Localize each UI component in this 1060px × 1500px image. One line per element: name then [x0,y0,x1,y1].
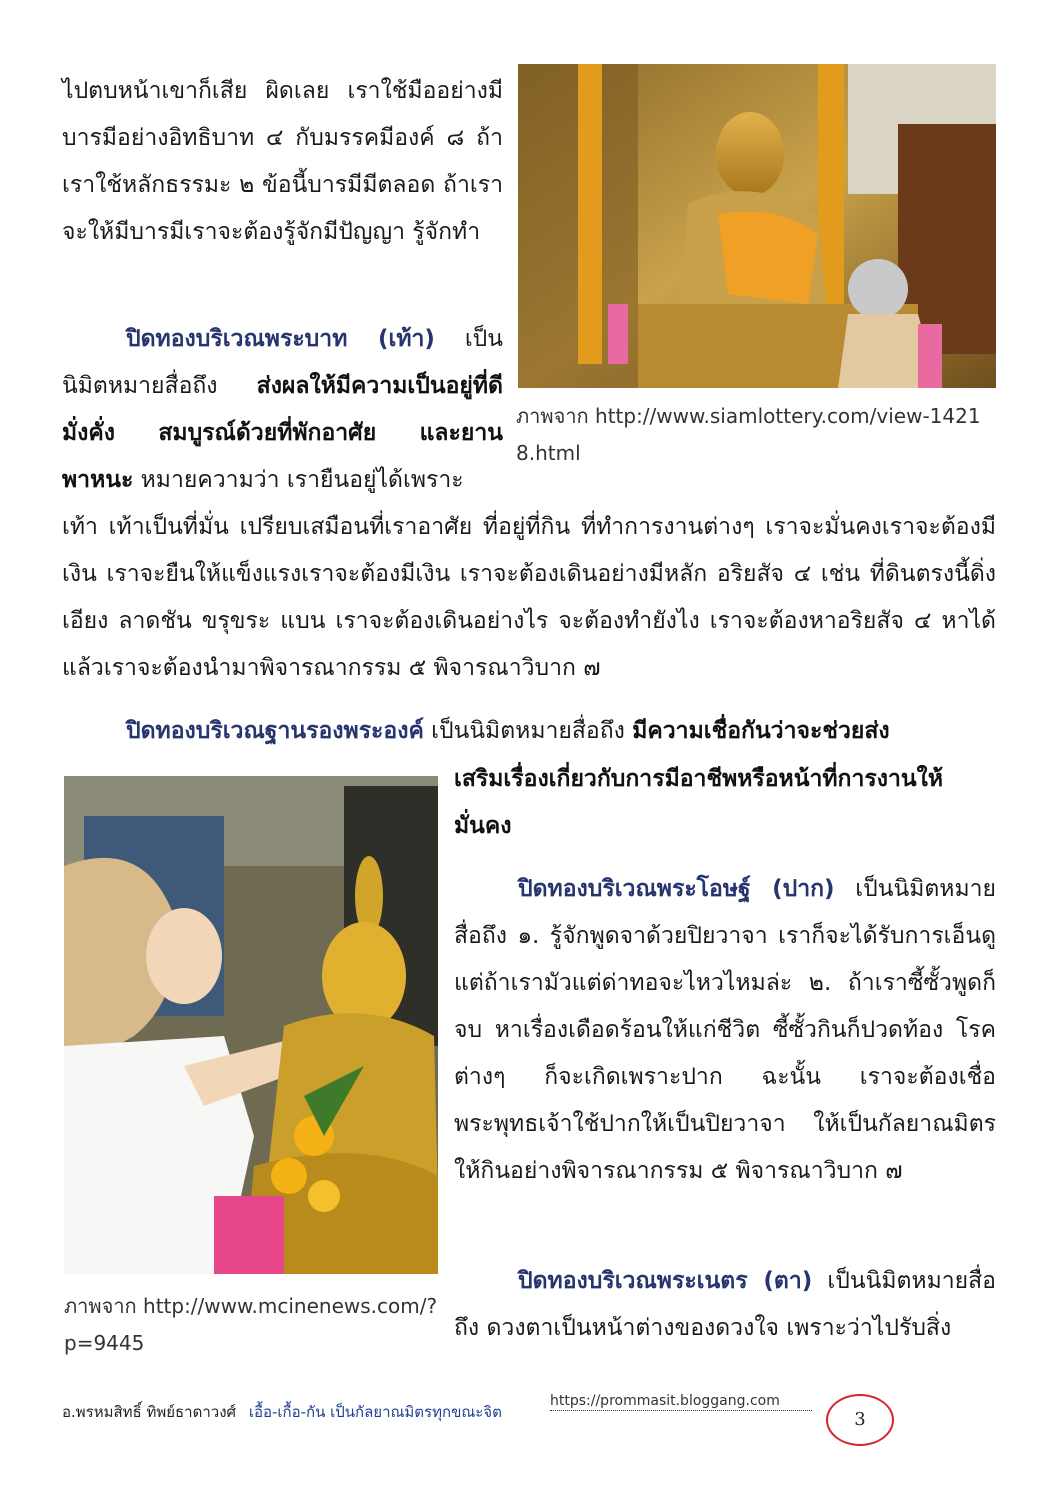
base-section-line1: ปิดทองบริเวณฐานรองพระองค์ เป็นนิมิตหมายสื่อถึง มีความเชื่อกันว่าจะช่วยส่ง [126,718,890,744]
intro-paragraph [62,68,503,256]
foot-body: เท้า เท้าเป็นที่มั่น เปรียบเสมือนที่เราอาศัย ที่อยู่ที่กิน ที่ทำการงานต่างๆ เราจะมั่นคงเราจะต้องมีเงิน เราจะยืนให้แข็งแรงเราจะต้องมีเงิน เราจะต้องเดินอย่างมีหลัก อริยสัจ ๔ เช่น ที่ดินตรงนี้ดิ่ง เอียง ลาดชัน ขรุขระ แบน เราจะต้องเดินอย่างไร จะต้องทำยังไง เราจะต้องหาอริยสัจ ๔ หาได้แล้วเราจะต้องนำมาพิจารณากรรม ๕ พิจารณาวิบาก ๗ [62,514,996,681]
base-heading: ปิดทองบริเวณฐานรองพระองค์ [126,718,424,744]
foot-emphasis: ส่งผลให้มีความเป็นอยู่ที่ดี มั่งคั่ง สมบูรณ์ด้วยที่พักอาศัย และยานพาหนะ [62,373,503,493]
base-emphasis-a: มีความเชื่อกันว่าจะช่วยส่ง [632,718,890,744]
photo-gilding-buddha [64,776,438,1274]
mouth-section [454,866,996,1195]
page-footer [62,1393,780,1424]
gilding-buddha-image [64,776,438,1274]
eyes-body: เป็นนิมิตหมายสื่อถึง ดวงตาเป็นหน้าต่างของดวงใจ เพราะว่าไปรับสิ่ง [454,1268,996,1341]
footer-author: อ.พรหมสิทธิ์ ทิพย์ธาดาวงศ์ [62,1403,237,1421]
foot-section: ปิดทองบริเวณพระบาท (เท้า) เป็นนิมิตหมายสื่อถึง ส่งผลให้มีความเป็นอยู่ที่ดี มั่งคั่ง สมบูรณ์ด้วยที่พักอาศัย และยานพาหนะ หมายความว่า เรายืนอยู่ได้เพราะ [62,326,504,493]
photo1-caption: ภาพจาก http://www.siamlottery.com/view-14218.html [516,404,981,465]
eyes-section [454,1258,996,1352]
foot-heading: ปิดทองบริเวณพระบาท (เท้า) [126,326,435,352]
photo2-caption: ภาพจาก http://www.mcinenews.com/?p=9445 [64,1294,438,1355]
base-emphasis-b: เสริมเรื่องเกี่ยวกับการมีอาชีพหรือหน้าที่การงานให้มั่นคง [454,766,943,839]
footer-url-link[interactable]: https://prommasit.bloggang.com [550,1393,812,1411]
photo-monk-statue [518,64,996,388]
mouth-heading: ปิดทองบริเวณพระโอษฐ์ (ปาก) [518,876,835,902]
base-section-rest [454,756,996,850]
mouth-body: เป็นนิมิตหมายสื่อถึง ๑. รู้จักพูดจาด้วยปิยวาจา เราก็จะได้รับการเอ็นดู แต่ถ้าเรามัวแต่ด่าทอจะไหวไหมล่ะ ๒. ถ้าเราซี้ซั้วพูดก็จบ หาเรื่องเดือดร้อนให้แก่ชีวิต ซี้ซั้วกินก็ปวดท้อง โรคต่างๆ ก็จะเกิดเพราะปาก ฉะนั้น เราจะต้องเชื่อพระพุทธเจ้าใช้ปากให้เป็นปิยวาจา ให้เป็นกัลยาณมิตร ให้กินอย่างพิจารณากรรม ๕ พิจารณาวิบาก ๗ [454,876,997,1184]
foot-continuation [62,504,996,692]
intro-text: ไปตบหน้าเขาก็เสีย ผิดเลย เราใช้มืออย่างมีบารมีอย่างอิทธิบาท ๔ กับมรรคมีองค์ ๘ ถ้าเราใช้หลักธรรมะ ๒ ข้อนี้บารมีมีตลอด ถ้าเราจะให้มีบารมีเราจะต้องรู้จักมีปัญญา รู้จักทำ [62,78,503,245]
page-number: 3 [826,1394,894,1446]
footer-series: เอื้อ-เกื้อ-กัน เป็นกัลยาณมิตรทุกขณะจิต [248,1403,502,1421]
eyes-heading: ปิดทองบริเวณพระเนตร (ตา) [518,1268,813,1294]
monk-statue-image [518,64,996,388]
